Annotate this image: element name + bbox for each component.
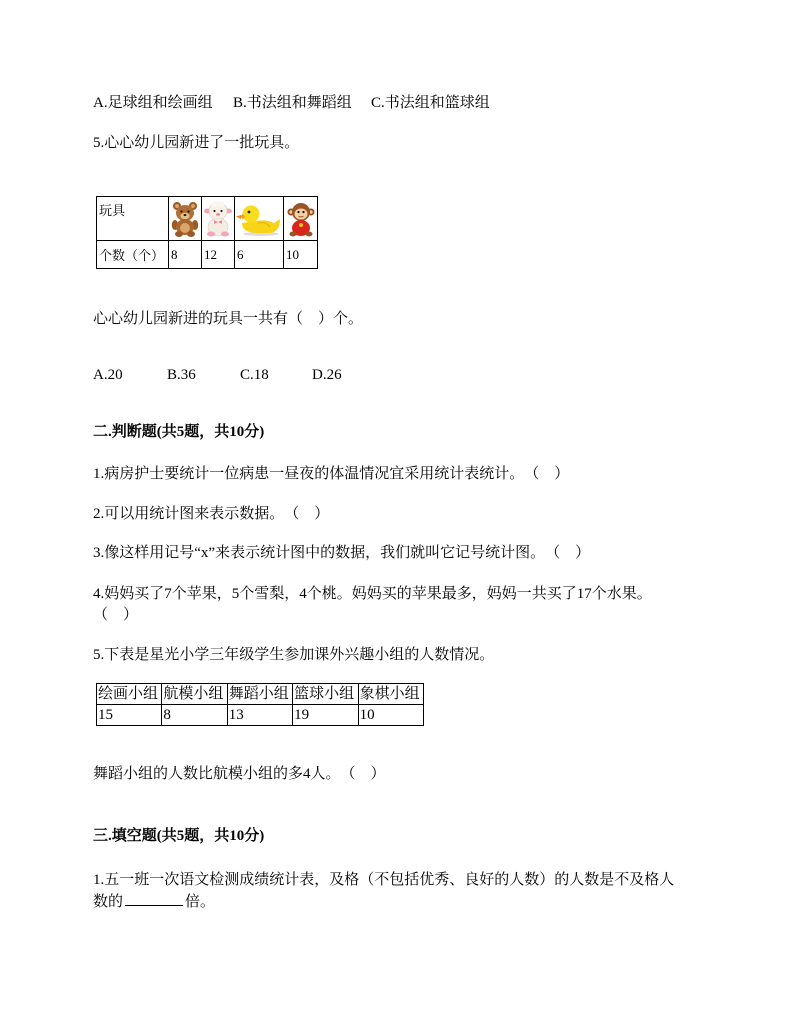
option-c: C.18 — [240, 367, 269, 383]
table-cell: 15 — [97, 705, 162, 726]
table-header-cell: 舞蹈小组 — [227, 684, 292, 705]
fill-item-1-line-1: 1.五一班一次语文检测成绩统计表，及格（不包括优秀、良好的人数）的人数是不及格人 — [93, 872, 675, 888]
toy-cell — [202, 197, 235, 241]
option-b: B.36 — [167, 367, 196, 383]
table-header-row — [97, 684, 424, 705]
monkey-plush-icon — [286, 201, 316, 237]
table-cell: 13 — [227, 705, 292, 726]
count-row — [97, 241, 318, 269]
toy-cell — [169, 197, 202, 241]
fill-item-1-prefix: 数的 — [93, 894, 124, 910]
table-cell: 19 — [293, 705, 358, 726]
judge-item-4-bracket: （ ） — [93, 607, 139, 623]
teddy-bear-icon — [170, 201, 200, 237]
question-5-prompt: 5.心心幼儿园新进了一批玩具。 — [93, 135, 300, 151]
table-header-cell: 航模小组 — [162, 684, 227, 705]
toy-cell — [235, 197, 284, 241]
table-header-cell: 篮球小组 — [293, 684, 358, 705]
fill-item-1-suffix: 倍。 — [185, 894, 216, 910]
toy-count-table — [96, 196, 318, 269]
fill-item-1-line-2 — [93, 890, 215, 910]
count-row-label: 个数（个） — [97, 241, 169, 269]
judge-item-4: 4.妈妈买了7个苹果，5个雪梨，4个桃。妈妈买的苹果最多，妈妈一共买了17个水果。 — [93, 586, 652, 602]
toy-count-cell: 12 — [202, 241, 235, 269]
option-a: A.足球组和绘画组 — [93, 95, 213, 111]
toy-row — [97, 197, 318, 241]
judge-item-3: 3.像这样用记号“x”来表示统计图中的数据，我们就叫它记号统计图。 （ ） — [93, 545, 591, 561]
rubber-duck-icon — [236, 201, 282, 237]
table-cell: 8 — [162, 705, 227, 726]
lamb-plush-icon — [203, 201, 233, 237]
table-header-cell: 象棋小组 — [358, 684, 423, 705]
option-b: B.书法组和舞蹈组 — [233, 95, 352, 111]
table-row — [97, 705, 424, 726]
section-title-judge: 二.判断题(共5题，共10分) — [93, 424, 265, 440]
table-cell: 10 — [358, 705, 423, 726]
table-header-cell: 绘画小组 — [97, 684, 162, 705]
section-title-fill: 三.填空题(共5题，共10分) — [93, 828, 265, 844]
toy-row-label: 玩具 — [97, 197, 169, 241]
question-5-text: 心心幼儿园新进的玩具一共有（ ）个。 — [93, 311, 364, 327]
option-a: A.20 — [93, 367, 123, 383]
option-c: C.书法组和篮球组 — [371, 95, 490, 111]
judge-item-5: 5.下表是星光小学三年级学生参加课外兴趣小组的人数情况。 — [93, 647, 495, 663]
answer-blank — [125, 890, 183, 906]
judge-item-1: 1.病房护士要统计一位病患一昼夜的体温情况宜采用统计表统计。 （ ） — [93, 466, 570, 482]
toy-count-cell: 6 — [235, 241, 284, 269]
toy-count-cell: 10 — [284, 241, 318, 269]
judge-item-2: 2.可以用统计图来表示数据。 （ ） — [93, 506, 330, 522]
option-d: D.26 — [312, 367, 342, 383]
toy-count-cell: 8 — [169, 241, 202, 269]
toy-cell — [284, 197, 318, 241]
judge-item-5-statement: 舞蹈小组的人数比航模小组的多4人。 （ ） — [93, 766, 386, 782]
interest-group-table — [96, 683, 424, 726]
